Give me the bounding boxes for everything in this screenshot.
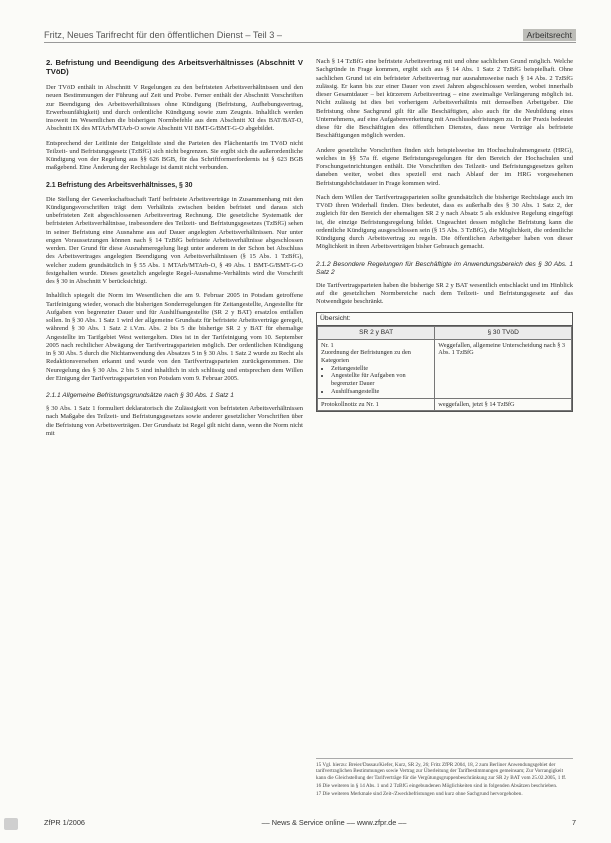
paragraph: Nach dem Willen der Tarifvertragsparteien sollte grundsätzlich die bisherige Rechtslage auch im TVöD ihren Widerhall finden. Dies bedeutet, dass es außerhalb des § 30 Abs. 1 Satz 2, der zugleich für den Bereich der ehemaligen SR 2 y nach Absatz 5 als exklusive Regelung eingefügt ist, die einzige Befristungsregelung bildet. Ungeachtet dessen mögliche Befristung kann die ordentliche Kündigung ausgeschlossen sein (§ 15 Abs. 3 TzBfG), die Möglichkeit, die ordentliche Kündigung durch Arbeitsvertrag zu regeln. Die öffentlichen Arbeitgeber haben von dieser Möglichkeit in ihren Arbeitsverträgen bisher Gebrauch gemacht. — [316, 193, 573, 251]
paragraph: Inhaltlich spiegelt die Norm im Wesentlichen die am 9. Februar 2005 in Potsdam getroffene Tarifeinigung wieder, wonach die bisherigen Sonderregelungen für Zeitangestellte, Angestellte für Aufgaben von begrenzter Dauer und für Aushilfsangestellte (SR 2 y BAT) ersatzlos entfallen sollen. In § 30 Abs. 1 Satz 1 wird der allgemeine Grundsatz für befristete Arbeitsverträge geregelt, während § 30 Abs. 1 Satz 2 i.V.m. Abs. 2 bis 5 die bisherige SR 2 y BAT für ehemalige Angestellte im Tarifgebiet West weitergelten. Dies ist in der Tarifeinigung vom 10. September 2005 nach rechtlicher Abwägung der Tarifvertragsparteien möglich. Der ordentlichen Kündigung in § 30 Abs. 5 durch die Nichtanwendung des Absatzes 5 in § 30 Abs. 1 Satz 2 wurde zu Recht als Redaktionsversehen erkannt und wurde von den Tarifvertragsparteien zurückgenommen. Die Neuregelung des § 30 Abs. 2 bis 5 sind inhaltlich in sich schlüssig und entsprechen dem Willen der Einigung der Tarifvertragsparteien von Potsdam vom 9. Februar 2005. — [46, 292, 303, 382]
list-item: • Angestellte für Aufgaben von begrenzter Dauer — [331, 372, 431, 387]
page-header — [44, 30, 576, 43]
issue-label: ZfPR 1/2006 — [44, 818, 85, 827]
table-header: SR 2 y BAT — [318, 326, 435, 339]
paragraph: § 30 Abs. 1 Satz 1 formuliert deklaratorisch die Zulässigkeit von befristeten Arbeitsverhältnissen nach Maßgabe des Teilzeit- und Befristungsgesetzes sowie anderer gesetzlicher Vorschriften über die Befristung von Arbeitsverträgen. Der Grundsatz ist Regel gilt nicht dann, wenn die Norm nicht mit — [46, 405, 303, 437]
section-heading: 2. Befristung und Beendigung des Arbeitsverhältnisses (Abschnitt V TVöD) — [46, 58, 303, 76]
running-title: Fritz, Neues Tarifrecht für den öffentlichen Dienst – Teil 3 – — [44, 30, 282, 40]
table-cell: Weggefallen, allgemeine Unterscheidung nach § 3 Abs. 1 TzBfG — [435, 339, 572, 398]
table-cell: weggefallen, jetzt § 14 TzBfG — [435, 398, 572, 411]
paragraph: Entsprechend der Leitlinie der Entgeltliste sind die Parteien des Flächentarifs im TVöD nicht Teilzeit- und Befristungsgesetz (TzBfG) sich nicht begrenzen. Sie ergibt sich die außerordentliche Kündigung von der Regelung aus §§ 626 BGB, für das Schriftformerfordernis ist § 623 BGB maßgebend. Eine Änderung der Rechtslage ist damit nicht verbunden. — [46, 139, 303, 172]
row-text: Zuordnung der Befristungen zu den Kategorien — [321, 349, 411, 365]
right-column — [316, 58, 573, 416]
footer-link[interactable]: –– News & Service online –– www.zfpr.de –– — [261, 818, 407, 827]
paragraph: Der TVöD enthält in Abschnitt V Regelungen zu den befristeten Arbeitsverhältnissen und den neuen Bestimmungen der Führung auf Zeit und Probe. Ferner enthält der Abschnitt Vorschriften zur Beendigung des Arbeitsverhältnisses ohne Kündigung (Befristung, Aufhebungsvertrag, Erwerbsunfähigkeit) und durch ordentliche Kündigung sowie zum Zeugnis. Inhaltlich werden insoweit im Wesentlichen die bisherigen Normbefehle aus dem Abschnitt XI des BAT/BAT-O, Abschnitt IX des MTArb/MTArb-O sowie Abschnitt VII BMT-G/BMT-G-O abgebildet. — [46, 84, 303, 133]
table-row — [318, 398, 572, 411]
paragraph: Andere gesetzliche Vorschriften finden sich beispielsweise im Hochschulrahmengesetz (HRG), welches in §§ 57a ff. eigene Befristungsregelungen für den Bereich der Hochschulen und Forschungseinrichtungen enthält. Die Vorschriften des Teilzeit- und Befristungsgesetzes gelten daneben weiter, wobei dies speziell erst nach Ablauf der im HRG vorgesehenen Befristungshöchstdauer in Frage kommen wird. — [316, 146, 573, 187]
row-number: Nr. 1 — [321, 341, 334, 349]
page-footer — [44, 818, 576, 828]
left-column — [46, 58, 303, 444]
page-number: 7 — [571, 818, 576, 827]
overview-table — [317, 326, 572, 411]
paragraph: Nach § 14 TzBfG eine befristete Arbeitsvertrag mit und ohne sachlichen Grund möglich. Welche Sachgründe in Frage kommen, ergibt sich aus § 14 Abs. 1 Satz 2 TzBfG beispielhaft. Ohne sachlichen Grund ist ein befristeter Arbeitsvertrag nur ausnahmsweise nach § 14 Abs. 2 TzBfG zulässig. Er kann bis zur einer Dauer von zwei Jahren abgeschlossen werden, wobei innerhalb dieser Gesamtdauer – bei kürzerem Arbeitsvertrag – eine zweimalige Verlängerung möglich ist. Nicht zulässig ist dies bei vorherigem Arbeitsverhältnis mit demselben Arbeitgeber. Die Befristung ohne Sachgrund gilt für alle Beschäftigten, also auch für die Neubildung eines Unternehmens, auf eine Aufgabenverkettung mit Anschlussbefristungen zu. In der Praxis bedeutet diese für die Beschäftigten des öffentlichen Dienstes, dass neue Verträge als befristete Beschäftigungen möglich werden. — [316, 58, 573, 140]
subsubsection-heading: 2.1.1 Allgemeine Befristungsgrundsätze nach § 30 Abs. 1 Satz 1 — [46, 392, 234, 399]
table-header: § 30 TVöD — [435, 326, 572, 339]
category-list — [321, 365, 431, 396]
list-item: • Zeitangestellte — [331, 365, 431, 373]
overview-box — [316, 312, 573, 412]
table-cell: Protokollnotiz zu Nr. 1 — [318, 398, 435, 411]
list-item: • Aushilfsangestellte — [331, 388, 431, 396]
footnote: 17 Die weiteren Merkmale sind Zeit-/Zweckbefristungen und kurz ohne Sachgrund hervorgehoben. — [316, 791, 523, 798]
footnotes — [316, 758, 573, 799]
paragraph: Die Stellung der Gewerkschaftsschaft Tarif befristete Arbeitsverträge in Zusammenhang mit den Kündigungsvorschriften trägt dem Verhältnis zwischen beiden befristet und daraus sich unbefristeten Zeit abgeschlossenen Arbeitsvertrag Rechnung. Die gesetzliche Systematik der befristeten Arbeitsverhältnisse, insbesondere des Teilzeit- und Befristungsgesetzes (TzBfG) sehen in seiner Befristung eine Ausnahme aus auf Dauer angelegten Arbeitsverhältnissen. Nur unter engen Voraussetzungen können nach § 14 TzBfG befristete Arbeitsverhältnisse abgeschlossen werden. Der Grund für diese Ausnahmeregelung liegt unter anderem in der Schon bei Abschluss des Arbeitsvertrages angelegten Beendigung von Arbeitsverhältnissen (§ 15 Abs. 1 TzBfG), welcher zudem grundsätzlich in § 55 Abs. 1 MTArb/MTArb-O, § 49 Abs. 1 BMT-G/BMT-G-O festgehalten wurde. Dieses gesetzlich angelegte Regel-Ausnahme-Verhältnis wird die Vorschrift des § 30 in Abschnitt V berücksichtigt. — [46, 195, 303, 285]
footnote: 16 Die weiteren in § 14 Abs. 1 und 2 TzBfG eingebundenen Möglichkeiten sind in folgenden Absätzen beschrieben. — [316, 782, 558, 789]
subsubsection-heading: 2.1.2 Besondere Regelungen für Beschäftigte im Anwendungsbereich des § 30 Abs. 1 Satz 2 — [316, 260, 573, 276]
subsection-heading: 2.1 Befristung des Arbeitsverhältnisses, § 30 — [46, 181, 193, 189]
overview-title: Übersicht: — [317, 313, 572, 326]
table-row — [318, 339, 572, 398]
table-cell — [318, 339, 435, 398]
corner-mark-icon — [4, 818, 18, 830]
paragraph: Die Tarifvertragsparteien haben die bisherige SR 2 y BAT wesentlich entschlackt und im Hinblick auf die gesetzlichen Normbereiche nach dem Teilzeit- und Befristungsgesetz auf das Notwendigste beschränkt. — [316, 281, 573, 305]
footnote: 15 Vgl. hierzu: Breier/Dassau/Kiefer, Kurz, SR 2y, 26; Fritz ZfPR 2004, 18, 2 zum Berliner Anwendungsgebiet der tarifvertraglichen Bestimmungen sowie Vertrag zur Überleitung der Tarifbestimmungen gemeinsam; Zur Vorrangigkeit kann die Gleichstellung der Tarifverträge für die Vergütungsgruppenbeschränkung zur SR 2y BAT vom 25.02.2005, 1 ff. — [316, 762, 567, 781]
section-tag: Arbeitsrecht — [523, 29, 576, 41]
